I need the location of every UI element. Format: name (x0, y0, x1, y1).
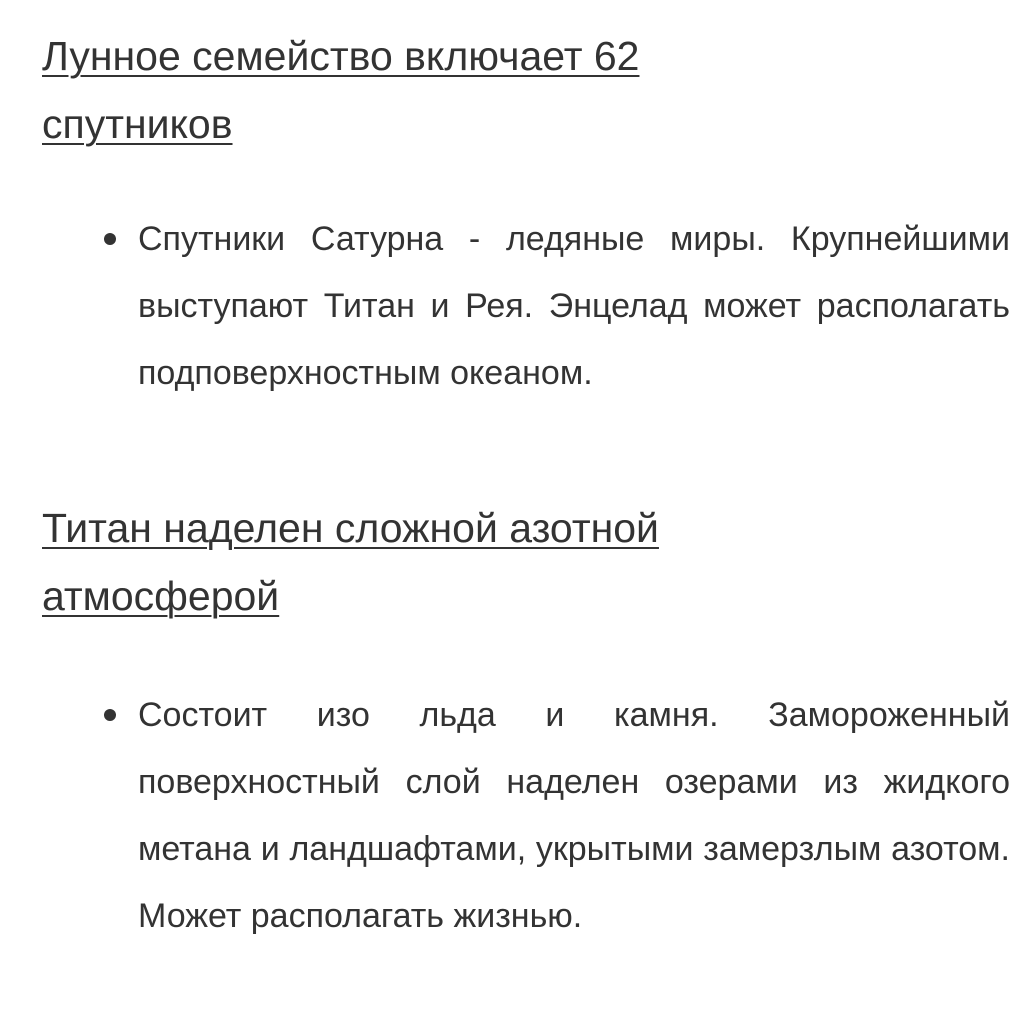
section-heading-moon-family (42, 22, 822, 158)
bullet-list-moon-family (0, 206, 1032, 407)
list-item-text: Спутники Сатурна - ледяные миры. Крупнейшими выступают Титан и Рея. Энцелад может располагать подповерхностным океаном. (138, 220, 1010, 392)
bullet-dot-icon (104, 709, 116, 721)
section-heading-titan (42, 494, 822, 630)
list-item-text: Состоит изо льда и камня. Замороженный поверхностный слой наделен озерами из жидкого метана и ландшафтами, укрытыми замерзлым азотом. Может располагать жизнью. (138, 696, 1010, 935)
bullet-list-titan (0, 682, 1032, 950)
list-item (138, 206, 1010, 407)
section-heading-link[interactable]: Лунное семейство включает 62 спутников (42, 33, 640, 147)
section-heading-link[interactable]: Титан наделен сложной азотной атмосферой (42, 505, 659, 619)
bullet-dot-icon (104, 233, 116, 245)
list-item (138, 682, 1010, 950)
